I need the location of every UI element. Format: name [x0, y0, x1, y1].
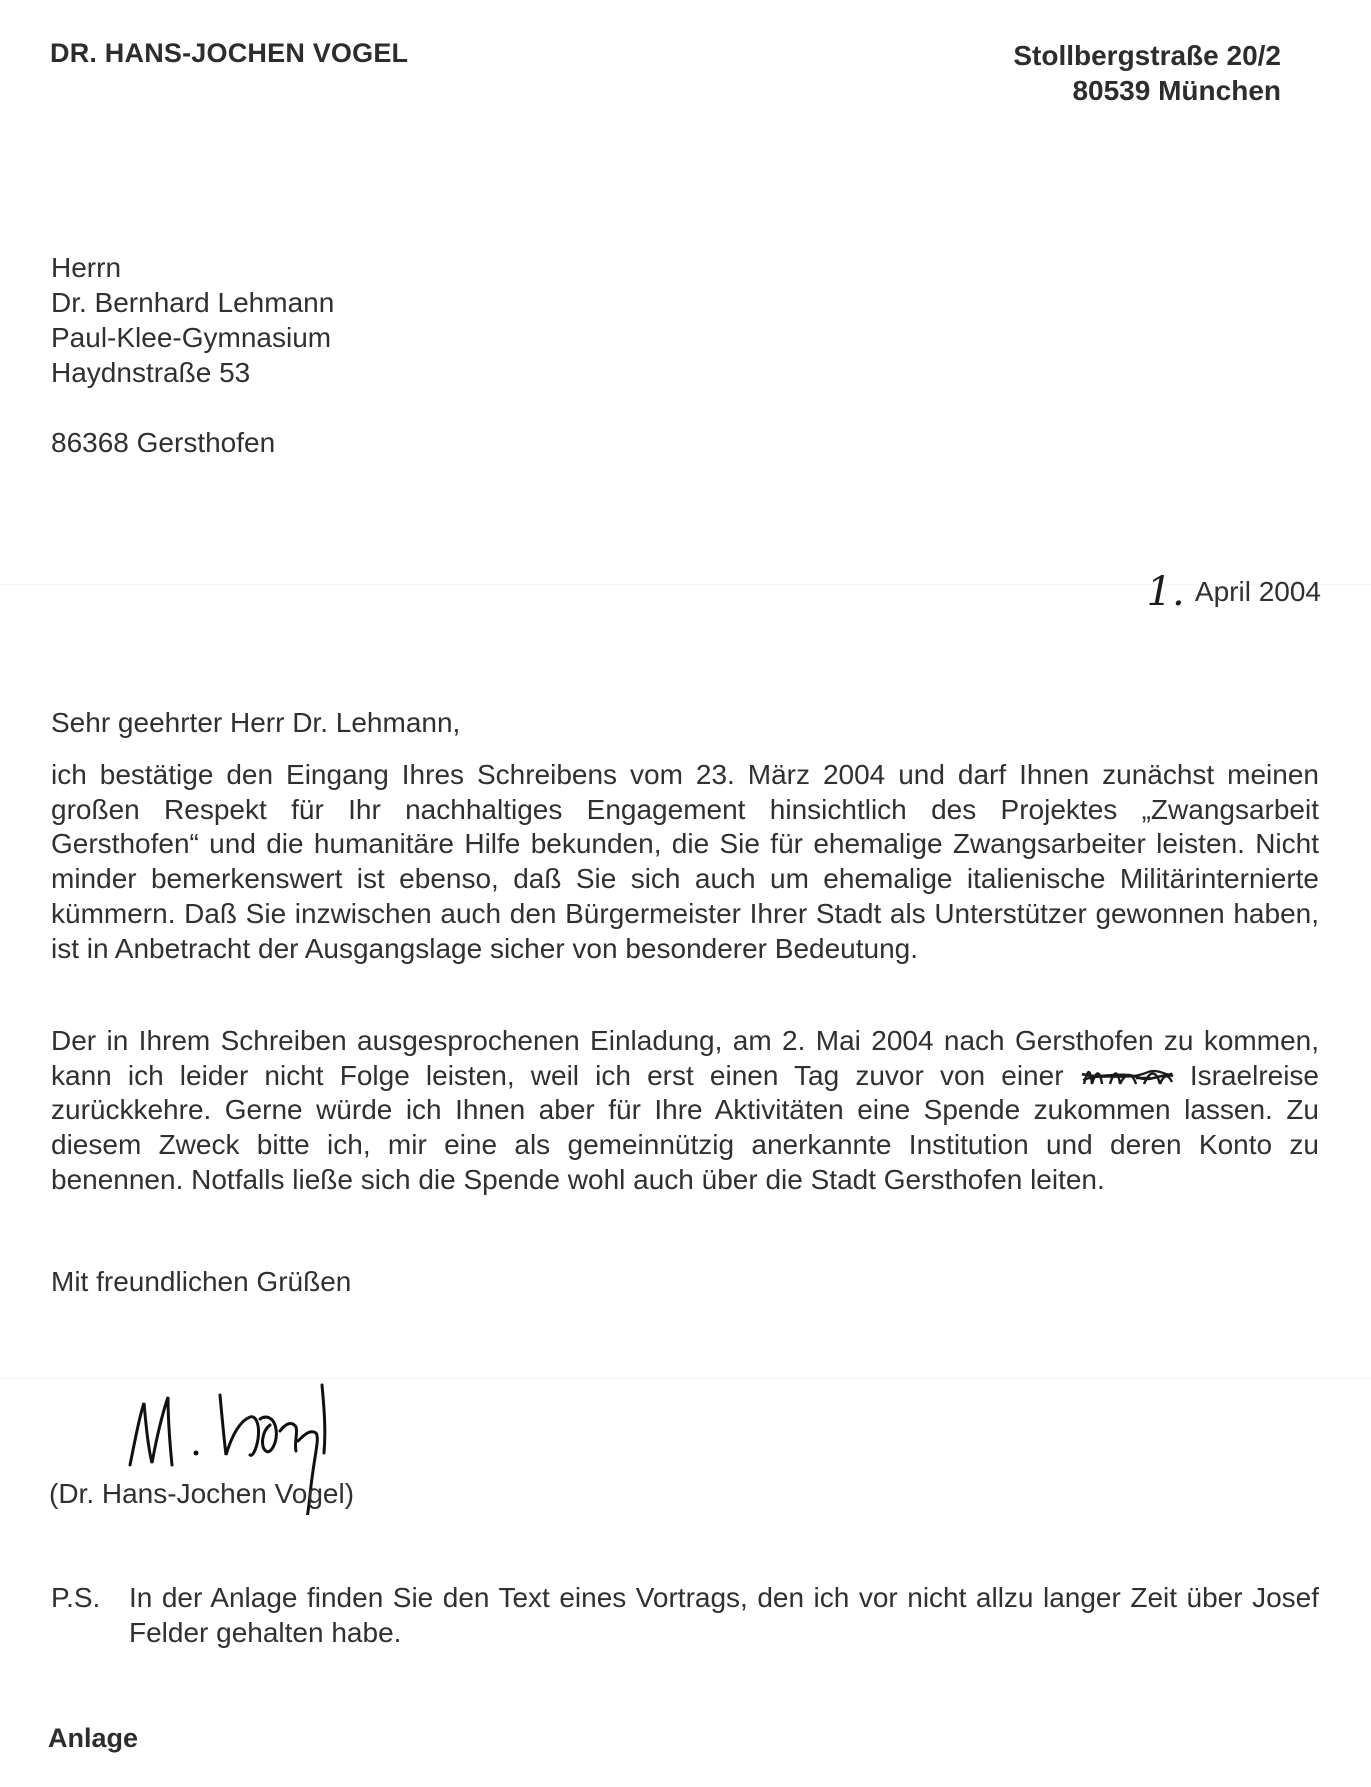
- signer-name: (Dr. Hans-Jochen Vogel): [49, 1478, 355, 1509]
- recipient-city: 86368 Gersthofen: [51, 427, 276, 458]
- body-paragraph-2: [51, 1024, 1319, 1198]
- sender-address: [781, 38, 1281, 108]
- recipient-street: Haydnstraße 53: [51, 357, 251, 388]
- handwritten-day: 1.: [1146, 569, 1185, 615]
- postscript-text: In der Anlage finden Sie den Text eines Vortrags, den ich vor nicht allzu langer Zeit über Josef Felder gehalten habe.: [129, 1582, 1319, 1648]
- recipient-salutation-line: Herrn: [51, 252, 122, 283]
- postscript: [51, 1580, 1319, 1650]
- sender-name: DR. HANS-JOCHEN VOGEL: [50, 38, 409, 68]
- postscript-label: P.S.: [51, 1582, 101, 1613]
- sender-street: Stollbergstraße 20/2: [1013, 40, 1281, 71]
- closing: Mit freundlichen Grüßen: [51, 1266, 352, 1297]
- printed-date: April 2004: [1194, 576, 1321, 607]
- crossed-out-word: [1080, 1062, 1174, 1086]
- recipient-institution: Paul-Klee-Gymnasium: [51, 322, 332, 353]
- salutation: Sehr geehrter Herr Dr. Lehmann,: [51, 707, 461, 738]
- enclosure-label: Anlage: [48, 1723, 139, 1753]
- body-paragraph-1: ich bestätige den Eingang Ihres Schreibens vom 23. März 2004 und darf Ihnen zunächst meinen großen Respekt für Ihr nachhaltiges Engagement hinsichtlich des Projektes „Zwangsarbeit Gersthofen“ und die humanitäre Hilfe bekunden, die Sie für ehemalige Zwangsarbeiter leisten. Nicht minder bemerkenswert ist ebenso, daß Sie sich auch um ehemalige italienische Militärinternierte kümmern. Daß Sie inzwischen auch den Bürgermeister Ihrer Stadt als Unterstützer gewonnen haben, ist in Anbetracht der Ausgangslage sicher von besonderer Bedeutung.: [51, 759, 1319, 964]
- recipient-address: [51, 250, 334, 460]
- sender-city: 80539 München: [1072, 75, 1281, 106]
- recipient-name: Dr. Bernhard Lehmann: [51, 287, 335, 318]
- letter-date: [921, 565, 1321, 615]
- paragraph-2-end: Israelreise zurückkehre. Gerne würde ich Ihnen aber für Ihre Aktivitäten eine Spende zukommen lassen. Zu diesem Zweck bitte ich, mir eine als gemeinnützig anerkannte Institution und deren Konto zu benennen. Notfalls ließe sich die Spende wohl auch über die Stadt Gersthofen leiten.: [51, 1059, 1320, 1195]
- paragraph-2-start: Der in Ihrem Schreiben ausgesprochenen Einladung, am 2. Mai 2004 nach Gersthofen zu kommen, kann ich leider nicht Folge leisten, weil ich erst einen Tag zuvor von einer: [51, 1025, 1319, 1091]
